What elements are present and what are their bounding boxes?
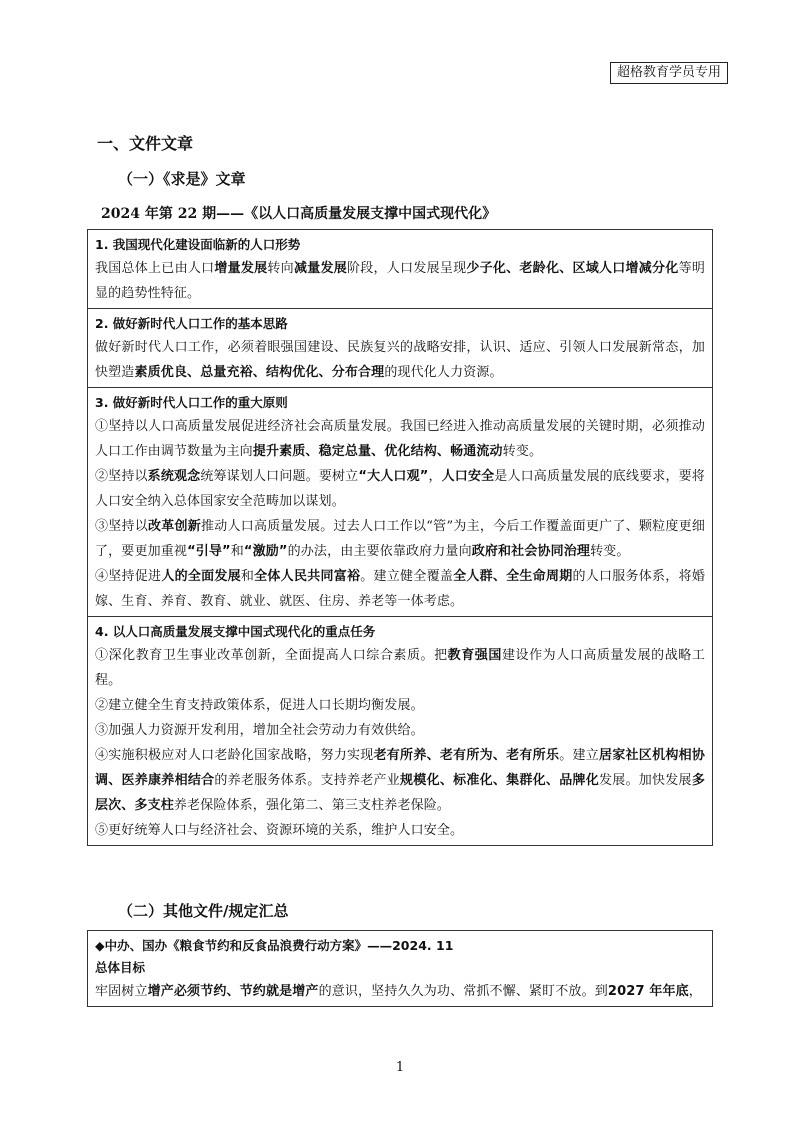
text-run: 等明显的趋势性特征。 <box>95 261 705 301</box>
text-run: 建设作为人口高质量发展的战略工程。 <box>95 648 705 688</box>
text-run: 做好新时代人口工作，必须着眼强国建设、民族复兴的战略安排，认识、适应、引领人口发展新常态，加快塑造 <box>95 340 705 380</box>
paragraph <box>95 514 705 564</box>
section-cell <box>88 309 713 388</box>
text-run: ②建立健全生育支持政策体系，促进人口长期均衡发展。 <box>95 698 424 713</box>
text-run: 的办法，由主要依靠政府力量向 <box>287 544 472 559</box>
section-row <box>88 617 713 846</box>
emphasis-text: 教育强国 <box>447 648 502 663</box>
heading-other-documents: （二）其他文件/规定汇总 <box>118 902 289 920</box>
emphasis-text: 增量发展 <box>214 261 268 276</box>
text-run: ③坚持以 <box>95 519 149 534</box>
emphasis-text: “引导” <box>187 544 231 559</box>
emphasis-text: “大人口观” <box>358 469 429 484</box>
emphasis-text: 人口安全 <box>441 469 495 484</box>
text-run: 的意识，坚持久久为功、常抓不懈、紧盯不放。到 <box>318 984 608 999</box>
document-body <box>95 979 705 1004</box>
emphasis-text: 多层次、多支柱 <box>95 773 705 813</box>
text-run: 养老保险体系，强化第二、第三支柱养老保险。 <box>173 798 451 813</box>
emphasis-text: 2027 年年底 <box>607 984 689 999</box>
emphasis-text: 规模化、标准化、集群化、品牌化 <box>400 773 599 788</box>
document-subtitle: 总体目标 <box>95 960 146 975</box>
heading-level1: 一、文件文章 <box>97 134 194 153</box>
emphasis-text: 系统观念 <box>147 469 201 484</box>
emphasis-text: 增产必须节约、节约就是增产 <box>147 984 319 999</box>
text-run: 的人口服务体系，将婚嫁、生育、养育、教育、就业、就医、住房、养老等一体考虑。 <box>95 569 705 609</box>
document-box <box>88 931 713 1007</box>
section-title: 3. 做好新时代人口工作的重大原则 <box>95 395 288 410</box>
emphasis-text: 减量发展 <box>293 261 348 276</box>
emphasis-text: “激励” <box>243 544 288 559</box>
section-row <box>88 388 713 617</box>
text-run: 发展。加快发展 <box>598 773 692 788</box>
text-run: ①深化教育卫生事业改革创新，全面提高人口综合素质。把 <box>95 648 448 663</box>
emphasis-text: 全体人民共同富裕 <box>254 569 361 584</box>
paragraph <box>95 335 705 385</box>
article-title: 2024 年第 22 期——《以人口高质量发展支撑中国式现代化》 <box>101 206 497 222</box>
text-run: 和 <box>230 544 244 559</box>
section-row <box>88 309 713 388</box>
text-run: 转变。 <box>502 444 543 459</box>
text-run: 我国总体上已由人口 <box>95 261 215 276</box>
text-run: 推动人口高质量发展。过去人口工作以“管”为主，今后工作覆盖面更广了、颗粒度更细了，要更加重视 <box>95 519 705 559</box>
text-run: ①坚持以人口高质量发展促进经济社会高质量发展。我国已经进入推动高质量发展的关键时期，必须推动人口工作由调节数量为主向 <box>95 419 705 459</box>
text-run: 和 <box>240 569 255 584</box>
text-run: 。建立健全覆盖 <box>360 569 454 584</box>
heading-qiushi: （一）《求是》文章 <box>118 170 246 188</box>
text-run: 转变。 <box>590 544 630 559</box>
paragraph <box>95 818 705 843</box>
emphasis-text: 全人群、全生命周期 <box>453 569 573 584</box>
emphasis-text: 政府和社会协同治理 <box>471 544 591 559</box>
emphasis-text: 老有所养、老有所为、老有所乐 <box>373 748 560 763</box>
text-run: 牢固树立 <box>95 984 148 999</box>
text-run: 的现代化人力资源。 <box>384 365 503 380</box>
paragraph <box>95 256 705 306</box>
other-documents-table <box>87 930 713 1007</box>
qiushi-sections <box>88 230 713 846</box>
text-run: ， <box>688 984 702 999</box>
text-run: ④实施积极应对人口老龄化国家战略，努力实现 <box>95 748 374 763</box>
document-title: ◆中办、国办《粮食节约和反食品浪费行动方案》——2024. 11 <box>95 938 454 953</box>
paragraph <box>95 979 705 1004</box>
text-run: ②坚持以 <box>95 469 148 484</box>
section-cell <box>88 617 713 846</box>
emphasis-text: 人的全面发展 <box>161 569 241 584</box>
text-run: 阶段，人口发展呈现 <box>347 261 467 276</box>
paragraph <box>95 743 705 818</box>
paragraph <box>95 414 705 464</box>
emphasis-text: 居家社区机构相协调、医养康养相结合 <box>95 748 706 788</box>
emphasis-text: 素质优良、总量充裕、结构优化、分布合理 <box>134 365 385 380</box>
emphasis-text: 少子化、老龄化、区域人口增减分化 <box>466 261 679 276</box>
emphasis-text: 提升素质、稳定总量、优化结构、畅通流动 <box>252 444 503 459</box>
text-run: ， <box>428 469 442 484</box>
header-tag: 超格教育学员专用 <box>610 62 728 84</box>
section-title: 1. 我国现代化建设面临新的人口形势 <box>95 237 301 252</box>
qiushi-summary-table <box>87 229 713 846</box>
text-run: ④坚持促进 <box>95 569 162 584</box>
emphasis-text: 改革创新 <box>148 519 202 534</box>
paragraph <box>95 693 705 718</box>
section-cell <box>88 230 713 309</box>
text-run: 的养老服务体系。支持养老产业 <box>214 773 401 788</box>
text-run: ⑤更好统筹人口与经济社会、资源环境的关系，维护人口安全。 <box>95 823 464 838</box>
text-run: 转向 <box>267 261 294 276</box>
section-cell <box>88 388 713 617</box>
text-run: 。建立 <box>559 748 600 763</box>
text-run: 统筹谋划人口问题。要树立 <box>200 469 359 484</box>
paragraph <box>95 643 705 693</box>
section-row <box>88 230 713 309</box>
paragraph <box>95 464 705 514</box>
text-run: 是人口高质量发展的底线要求，要将人口安全纳入总体国家安全范畴加以谋划。 <box>95 469 705 509</box>
text-run: ③加强人力资源开发利用，增加全社会劳动力有效供给。 <box>95 723 424 738</box>
paragraph <box>95 564 705 614</box>
section-title: 4. 以人口高质量发展支撑中国式现代化的重点任务 <box>95 624 376 639</box>
page-number: 1 <box>395 1060 405 1075</box>
section-title: 2. 做好新时代人口工作的基本思路 <box>95 316 288 331</box>
paragraph <box>95 718 705 743</box>
